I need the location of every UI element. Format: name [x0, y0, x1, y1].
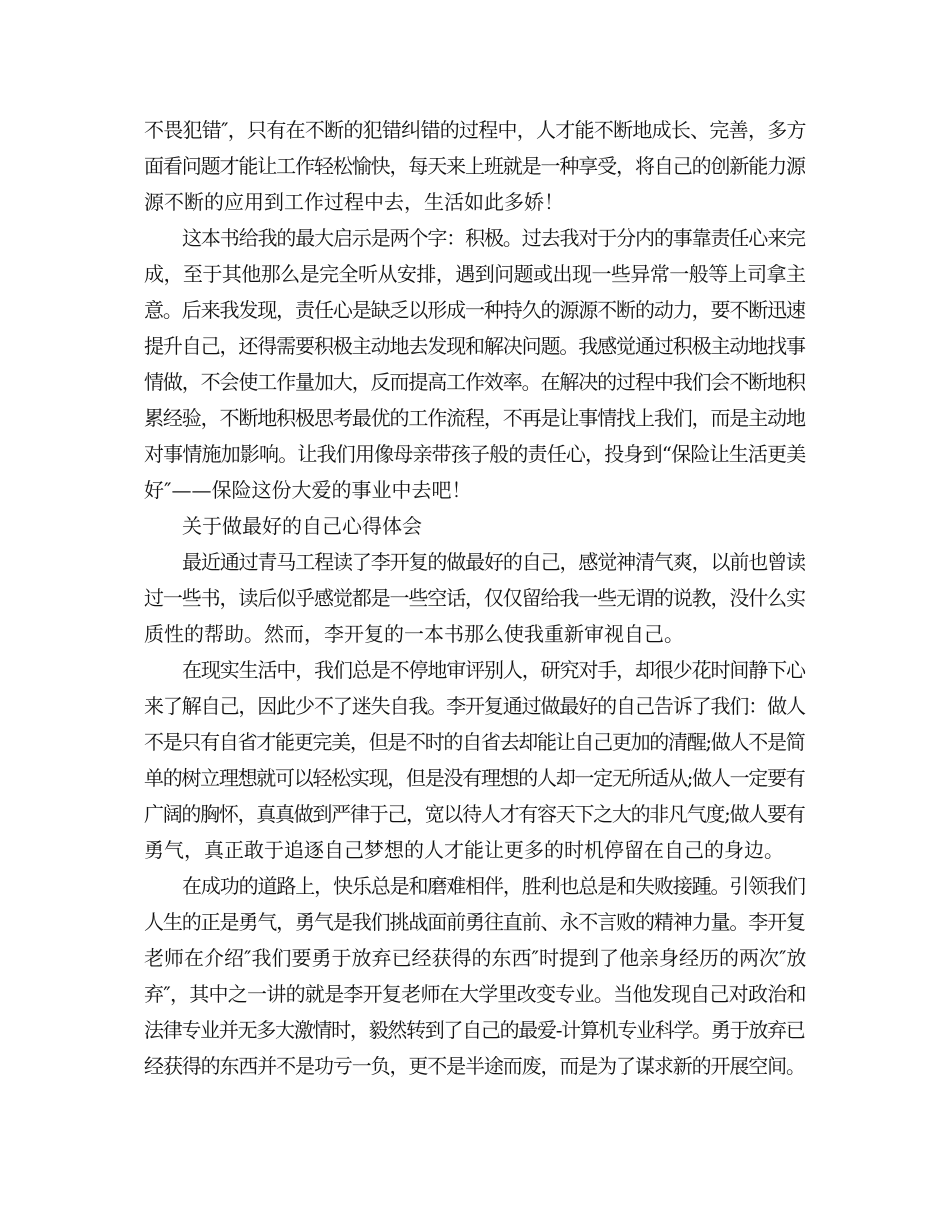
text-line: 对事情施加影响。让我们用像母亲带孩子般的责任心，投身到“保险让生活更美 [144, 442, 806, 466]
text-line: 经获得的东西并不是功亏一负，更不是半途而废，而是为了谋求新的开展空间。 [144, 1054, 805, 1078]
text-line: 广阔的胸怀，真真做到严律于己，宽以待人才有容天下之大的非凡气度;做人要有 [144, 802, 805, 826]
text-line: 质性的帮助。然而，李开复的一本书那么使我重新审视自己。 [144, 622, 684, 646]
text-line: 人生的正是勇气，勇气是我们挑战面前勇往直前、永不言败的精神力量。李开复 [144, 910, 805, 934]
text-line: 提升自己，还得需要积极主动地去发现和解决问题。我感觉通过积极主动地找事 [144, 334, 805, 358]
text-line: 在现实生活中，我们总是不停地审评别人，研究对手，却很少花时间静下心 [182, 658, 805, 682]
text-line: 情做，不会使工作量加大，反而提高工作效率。在解决的过程中我们会不断地积 [144, 370, 805, 394]
text-line: 关于做最好的自己心得体会 [182, 514, 422, 538]
text-line: 累经验，不断地积极思考最优的工作流程，不再是让事情找上我们，而是主动地 [144, 406, 805, 430]
text-line: 来了解自己，因此少不了迷失自我。李开复通过做最好的自己告诉了我们：做人 [144, 694, 805, 718]
text-line: 弃″，其中之一讲的就是李开复老师在大学里改变专业。当他发现自己对政治和 [144, 982, 806, 1006]
text-line: 法律专业并无多大激情时，毅然转到了自己的最爱-计算机专业科学。勇于放弃已 [144, 1018, 805, 1042]
text-line: 勇气，真正敢于追逐自己梦想的人才能让更多的时机停留在自己的身边。 [144, 838, 784, 862]
text-line: 老师在介绍″我们要勇于放弃已经获得的东西″时提到了他亲身经历的两次″放 [144, 946, 806, 970]
text-line: 过一些书，读后似乎感觉都是一些空话，仅仅留给我一些无谓的说教，没什么实 [144, 586, 805, 610]
text-line: 源不断的应用到工作过程中去，生活如此多娇！ [144, 190, 564, 214]
text-line: 成，至于其他那么是完全听从安排，遇到问题或出现一些异常一般等上司拿主 [144, 262, 806, 286]
text-line: 这本书给我的最大启示是两个字：积极。过去我对于分内的事靠责任心来完 [182, 226, 805, 250]
document-body [144, 112, 806, 1084]
text-line: 好″——保险这份大爱的事业中去吧！ [144, 478, 472, 502]
text-line: 在成功的道路上，快乐总是和磨难相伴，胜利也总是和失败接踵。引领我们 [182, 874, 805, 898]
text-line: 面看问题才能让工作轻松愉快，每天来上班就是一种享受，将自己的创新能力源 [144, 154, 805, 178]
text-line: 最近通过青马工程读了李开复的做最好的自己，感觉神清气爽，以前也曾读 [182, 550, 805, 574]
text-line: 不畏犯错″，只有在不断的犯错纠错的过程中，人才能不断地成长、完善，多方 [144, 118, 806, 142]
text-line: 单的树立理想就可以轻松实现，但是没有理想的人却一定无所适从;做人一定要有 [144, 766, 805, 790]
text-line: 意。后来我发现，责任心是缺乏以形成一种持久的源源不断的动力，要不断迅速 [144, 298, 805, 322]
text-line: 不是只有自省才能更完美，但是不时的自省去却能让自己更加的清醒;做人不是简 [144, 730, 805, 754]
